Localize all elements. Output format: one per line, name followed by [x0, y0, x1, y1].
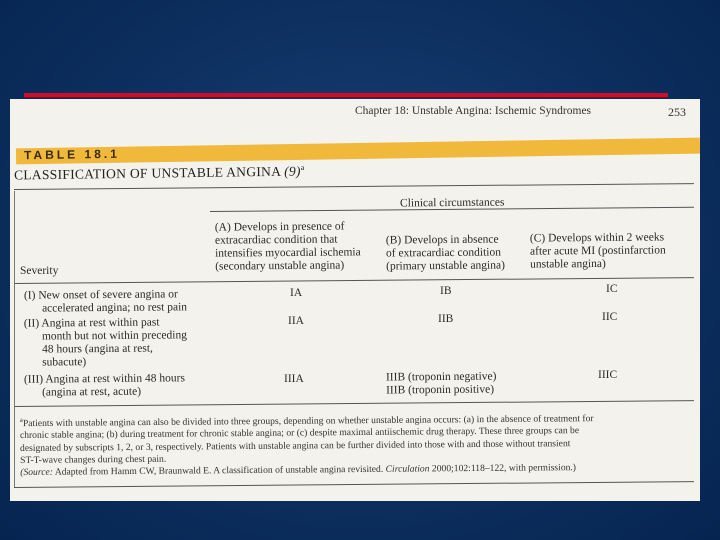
row-1-severity-line: (I) New onset of severe angina or: [23, 288, 178, 302]
footnote-line: designated by subscripts 1, 2, or 3, respectively. Patients with unstable angina can be further divided into those with and those without transient: [19, 437, 571, 454]
row-2-severity-line: month but not within preceding: [41, 329, 188, 343]
severity-header: Severity: [20, 265, 59, 277]
column-header-c-line: (C) Develops within 2 weeks: [529, 231, 665, 245]
row-3-col-b-line: IIIB (troponin negative): [385, 370, 497, 384]
row-3-severity-line: (angina at rest, acute): [42, 385, 142, 399]
table-footnote: [20, 408, 700, 479]
source-tail: 2000;102:118–122, with permission.): [431, 462, 577, 475]
row-1-col-c: IC: [606, 283, 618, 295]
row-2-severity: [24, 316, 187, 369]
row-1-col-b: IB: [440, 285, 452, 297]
column-header-a: [215, 220, 361, 273]
row-2-col-a: IIA: [288, 315, 304, 327]
row-3-severity: [24, 372, 185, 399]
running-head: Chapter 18: Unstable Angina: Ischemic Syndromes: [355, 105, 592, 117]
table-title-ref: (9): [284, 163, 301, 179]
body-bottom-rule: [14, 400, 694, 407]
table-left-border: [14, 191, 15, 487]
clinical-circumstances-header: Clinical circumstances: [399, 196, 505, 210]
footnote-line: $^a$Patients with unstable angina can also be divided into three groups, depending on whether unstable angina occurs: (a) in the absence of treatment for: [19, 413, 594, 430]
table-bottom-rule: [14, 481, 694, 488]
column-header-a-line: extracardiac condition that: [214, 233, 338, 247]
table-top-rule: [14, 183, 694, 190]
column-header-c-line: after acute MI (postinfarction: [529, 244, 666, 258]
column-header-a-line: intensifies myocardial ischemia: [215, 246, 361, 260]
row-2-col-c: IIC: [602, 311, 618, 323]
column-header-b-line: (B) Develops in absence: [385, 233, 499, 247]
row-1-col-a: IA: [290, 287, 303, 299]
column-header-b: [386, 233, 505, 273]
table-title: [14, 163, 305, 184]
table-tag-banner: [16, 138, 700, 165]
column-header-b-line: (primary unstable angina): [386, 259, 505, 273]
scanned-book-page: [10, 99, 700, 501]
table-title-main: CLASSIFICATION OF UNSTABLE ANGINA: [13, 163, 281, 183]
row-3-col-a: IIIA: [284, 373, 304, 385]
row-2-severity-line: 48 hours (angina at rest,: [42, 342, 153, 356]
source-journal: Circulation: [385, 463, 430, 475]
row-2-severity-line: (II) Angina at rest within past: [23, 316, 160, 330]
column-header-a-line: (secondary unstable angina): [215, 259, 345, 273]
title-divider-line: [24, 93, 668, 97]
page-number: 253: [668, 105, 686, 119]
row-3-col-c: IIIC: [598, 369, 618, 381]
row-3-col-b-line: IIIB (troponin positive): [386, 383, 495, 397]
row-2-severity-line: subacute): [42, 356, 87, 369]
column-header-b-line: of extracardiac condition: [385, 246, 501, 260]
footnote-line: ST-T-wave changes during chest pain.: [20, 453, 167, 466]
footnote-marker: a: [19, 415, 23, 424]
row-1-severity-line: accelerated angina; no rest pain: [42, 301, 188, 315]
row-3-severity-line: (III) Angina at rest within 48 hours: [23, 372, 185, 386]
row-2-col-b: IIB: [438, 313, 454, 325]
footnote-line: chronic stable angina; (b) during treatment for chronic stable angina; or (c) despite maximal antiischemic drug therapy. These three groups can be: [19, 425, 580, 442]
row-1-severity: [24, 288, 187, 315]
header-bottom-rule: [14, 277, 694, 284]
column-header-a-line: (A) Develops in presence of: [214, 220, 345, 234]
table-tag-label: TABLE 18.1: [23, 146, 120, 163]
source-text: Adapted from Hamm CW, Braunwald E. A classification of unstable angina revisited.: [54, 463, 384, 478]
row-3-col-b: [386, 371, 497, 398]
source-label: (Source:: [20, 466, 53, 478]
column-header-c: [530, 231, 666, 271]
column-header-c-line: unstable angina): [530, 257, 606, 271]
table-title-sup: a: [300, 162, 305, 173]
